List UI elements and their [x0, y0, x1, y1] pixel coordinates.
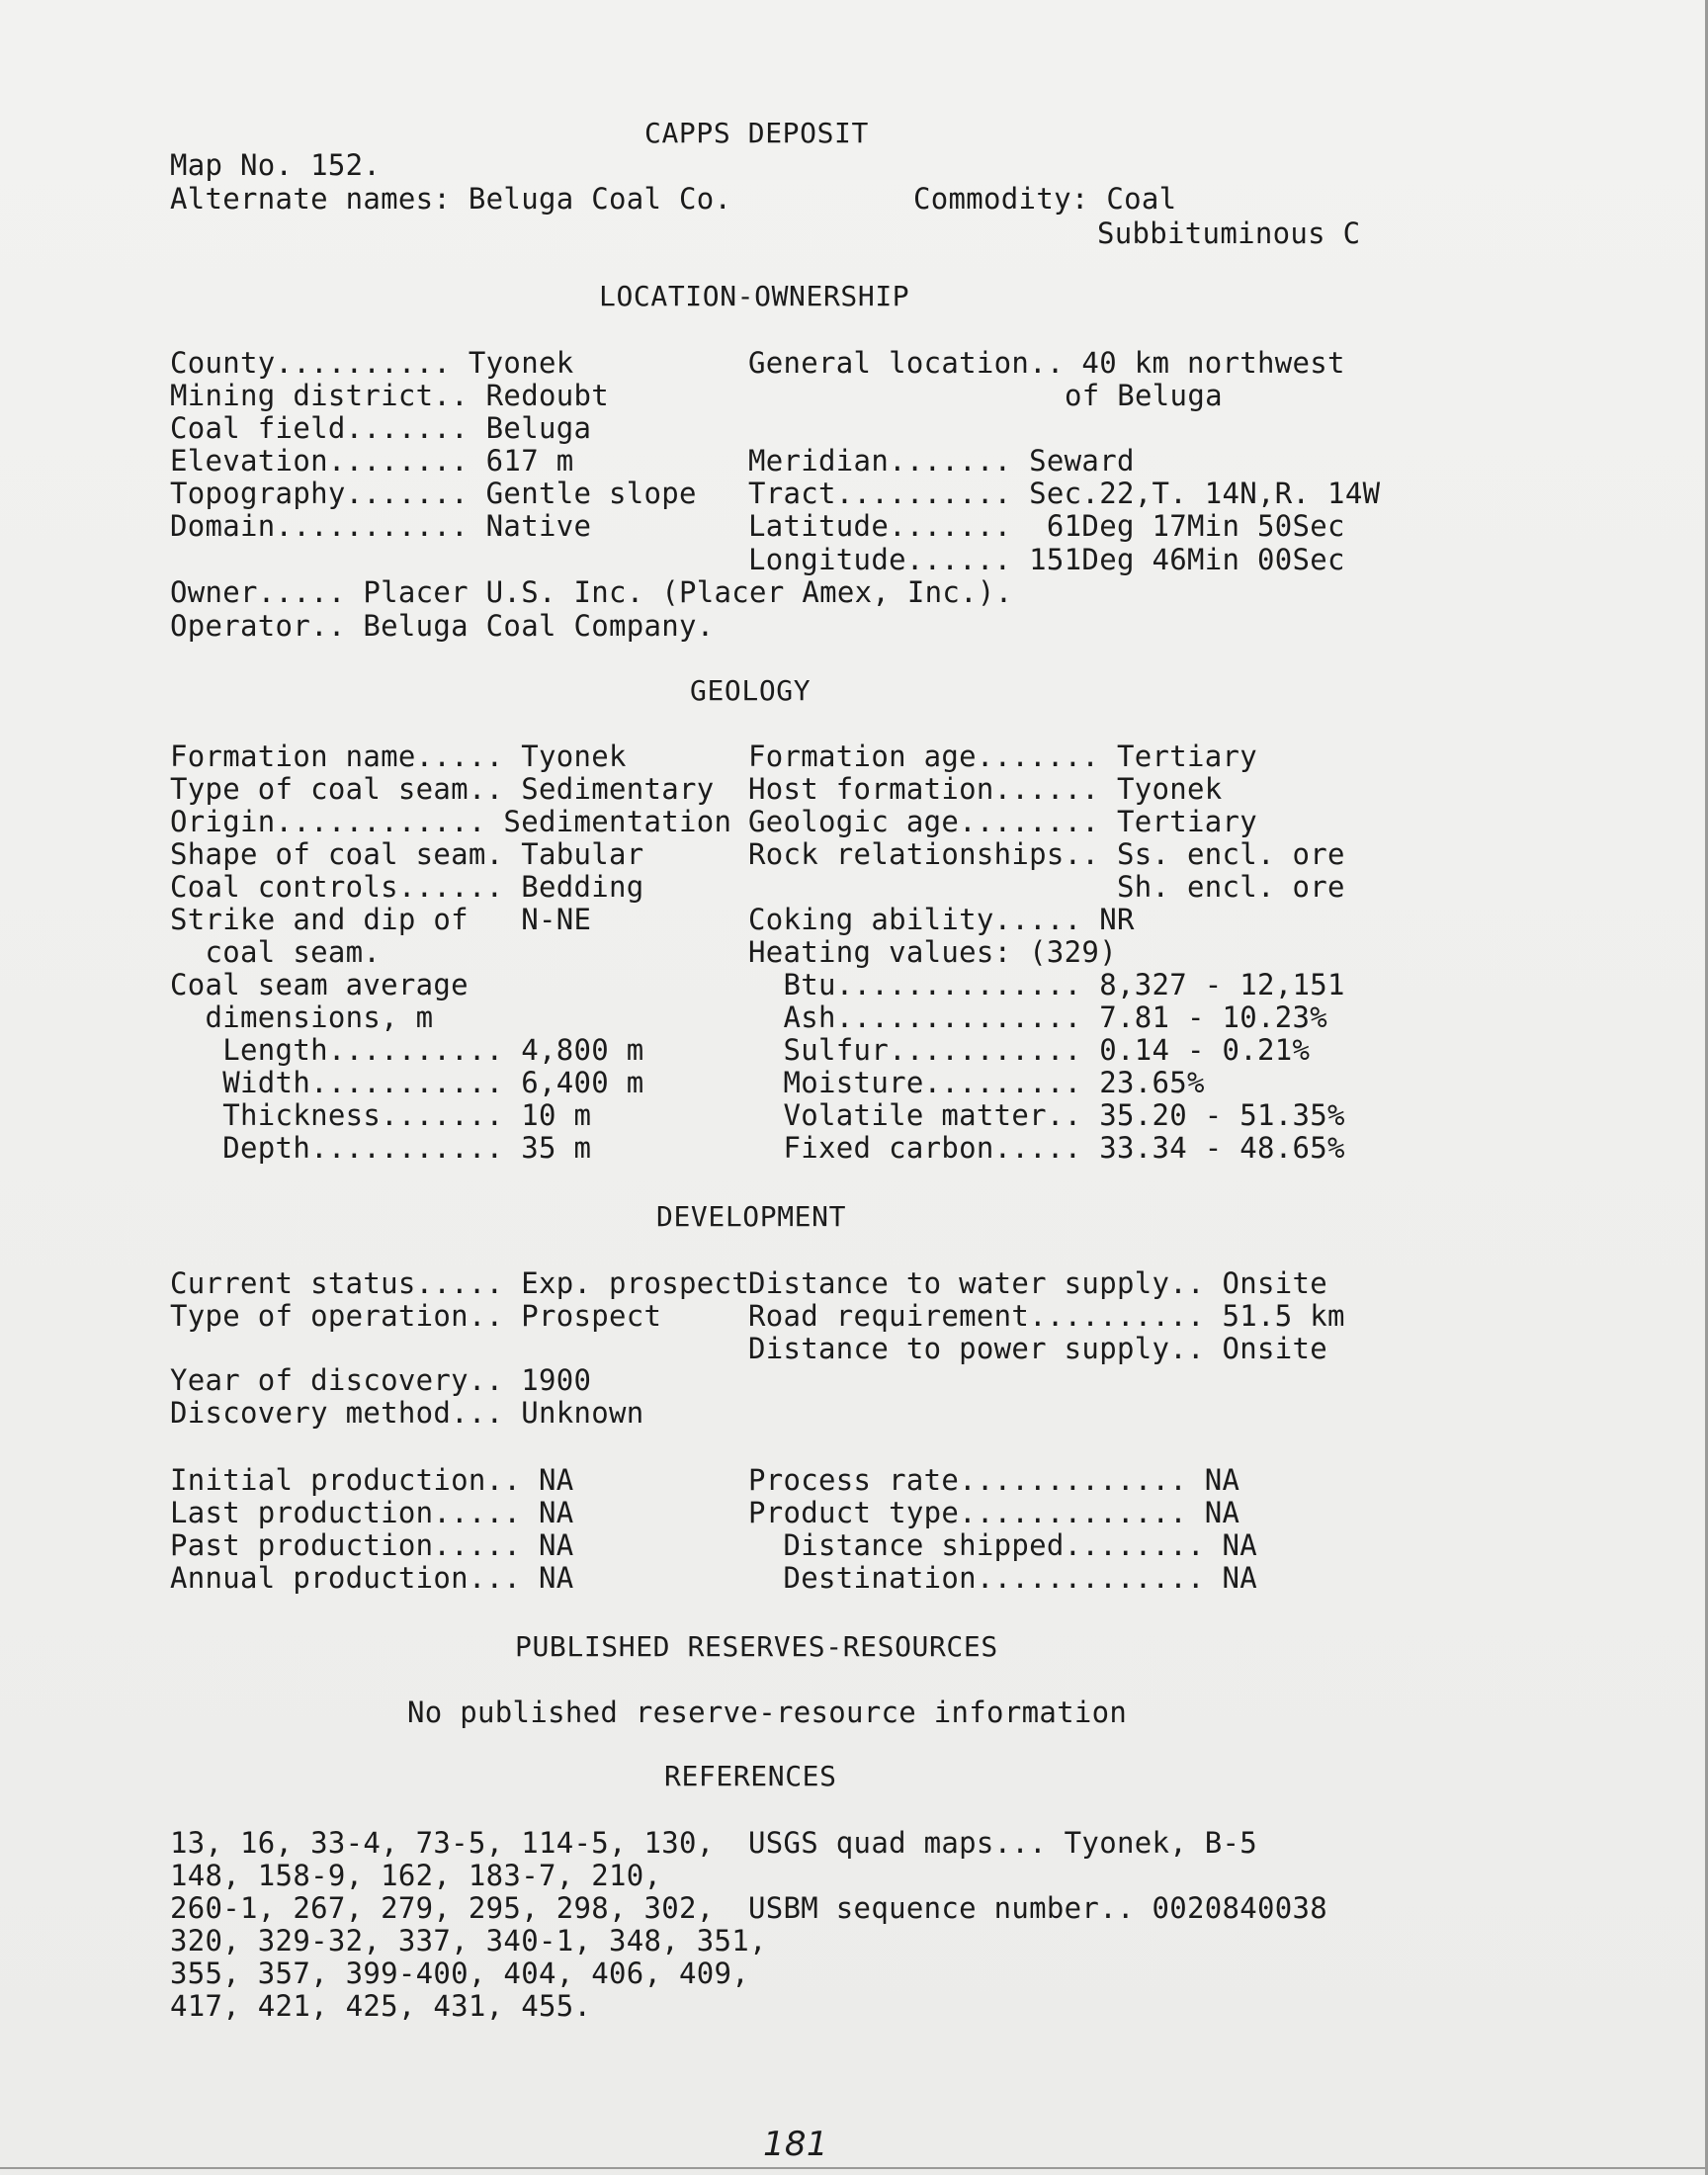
reference-line: 148, 158-9, 162, 183-7, 210, [170, 1859, 662, 1892]
general-location-cont: of Beluga [1065, 379, 1223, 412]
formation-name-row: Formation name..... Tyonek [170, 740, 627, 773]
location-ownership-heading: LOCATION-OWNERSHIP [599, 280, 910, 312]
tract-row: Tract.......... Sec.22,T. 14N,R. 14W [748, 477, 1381, 510]
depth-row: Depth........... 35 m [170, 1131, 592, 1165]
mining-district-row: Mining district.. Redoubt [170, 379, 609, 412]
moisture-row: Moisture......... 23.65% [748, 1066, 1205, 1099]
coking-ability-row: Coking ability..... NR [748, 903, 1135, 936]
last-production-row: Last production..... NA [170, 1496, 574, 1529]
current-status-row: Current status..... Exp. prospect [170, 1266, 750, 1300]
rock-relationships-cont: Sh. encl. ore [748, 870, 1345, 904]
discovery-year-row: Year of discovery.. 1900 [170, 1363, 592, 1397]
formation-age-row: Formation age....... Tertiary [748, 740, 1258, 773]
fixed-carbon-row: Fixed carbon..... 33.34 - 48.65% [748, 1131, 1345, 1165]
operation-type-row: Type of operation.. Prospect [170, 1299, 662, 1333]
seam-shape-row: Shape of coal seam. Tabular [170, 837, 644, 871]
host-formation-row: Host formation...... Tyonek [748, 772, 1223, 806]
process-rate-row: Process rate............. NA [748, 1463, 1240, 1497]
latitude-row: Latitude....... 61Deg 17Min 50Sec [748, 509, 1345, 543]
distance-shipped-row: Distance shipped........ NA [748, 1528, 1258, 1562]
strike-dip-row: Strike and dip of N-NE [170, 903, 592, 936]
reference-line: 320, 329-32, 337, 340-1, 348, 351, [170, 1924, 767, 1958]
meridian-row: Meridian....... Seward [748, 444, 1135, 478]
page-title: CAPPS DEPOSIT [644, 117, 869, 149]
reference-line: 13, 16, 33-4, 73-5, 114-5, 130, [170, 1826, 715, 1860]
usgs-quad-maps: USGS quad maps... Tyonek, B-5 [748, 1826, 1258, 1860]
destination-row: Destination............. NA [748, 1561, 1258, 1595]
road-requirement-row: Road requirement.......... 51.5 km [748, 1299, 1345, 1333]
page-number: 181 [763, 2125, 828, 2164]
btu-row: Btu.............. 8,327 - 12,151 [748, 968, 1345, 1001]
seam-dimensions-cont: dimensions, m [170, 1000, 434, 1034]
owner-row: Owner..... Placer U.S. Inc. (Placer Amex, Inc.). [170, 575, 1013, 609]
elevation-row: Elevation........ 617 m [170, 444, 574, 478]
reference-line: 417, 421, 425, 431, 455. [170, 1989, 592, 2023]
reference-line: 355, 357, 399-400, 404, 406, 409, [170, 1957, 750, 1990]
general-location-row: General location.. 40 km northwest [748, 346, 1345, 380]
topography-row: Topography....... Gentle slope [170, 477, 697, 510]
ash-row: Ash.............. 7.81 - 10.23% [748, 1000, 1328, 1034]
geology-heading: GEOLOGY [690, 674, 811, 707]
usbm-sequence-number: USBM sequence number.. 0020840038 [748, 1891, 1328, 1925]
county-row: County.......... Tyonek [170, 346, 574, 380]
initial-production-row: Initial production.. NA [170, 1463, 574, 1497]
length-row: Length.......... 4,800 m [170, 1033, 644, 1067]
domain-row: Domain........... Native [170, 509, 592, 543]
geologic-age-row: Geologic age........ Tertiary [748, 805, 1258, 838]
annual-production-row: Annual production... NA [170, 1561, 574, 1595]
alternate-names: Alternate names: Beluga Coal Co. [170, 182, 732, 216]
coal-controls-row: Coal controls...... Bedding [170, 870, 644, 904]
volatile-matter-row: Volatile matter.. 35.20 - 51.35% [748, 1098, 1345, 1132]
heating-values-row: Heating values: (329) [748, 935, 1117, 969]
reference-line: 260-1, 267, 279, 295, 298, 302, [170, 1891, 715, 1925]
water-supply-row: Distance to water supply.. Onsite [748, 1266, 1328, 1300]
development-heading: DEVELOPMENT [656, 1200, 847, 1233]
thickness-row: Thickness....... 10 m [170, 1098, 592, 1132]
reserves-heading: PUBLISHED RESERVES-RESOURCES [515, 1630, 998, 1663]
width-row: Width........... 6,400 m [170, 1066, 644, 1099]
product-type-row: Product type............. NA [748, 1496, 1240, 1529]
scan-edge-bottom [0, 2167, 1708, 2169]
coal-field-row: Coal field....... Beluga [170, 411, 592, 445]
sulfur-row: Sulfur........... 0.14 - 0.21% [748, 1033, 1311, 1067]
coal-seam-type-row: Type of coal seam.. Sedimentary [170, 772, 715, 806]
longitude-row: Longitude...... 151Deg 46Min 00Sec [748, 543, 1345, 576]
discovery-method-row: Discovery method... Unknown [170, 1396, 644, 1430]
rock-relationships-row: Rock relationships.. Ss. encl. ore [748, 837, 1345, 871]
strike-dip-cont: coal seam. [170, 935, 382, 969]
references-heading: REFERENCES [664, 1760, 837, 1792]
power-supply-row: Distance to power supply.. Onsite [748, 1332, 1328, 1365]
past-production-row: Past production..... NA [170, 1528, 574, 1562]
commodity: Commodity: Coal [913, 182, 1177, 216]
seam-dimensions-row: Coal seam average [170, 968, 469, 1001]
commodity-rank: Subbituminous C [1097, 217, 1361, 250]
operator-row: Operator.. Beluga Coal Company. [170, 609, 715, 643]
reserves-text: No published reserve-resource information [407, 1696, 1128, 1729]
origin-row: Origin............ Sedimentation [170, 805, 732, 838]
map-number: Map No. 152. [170, 148, 382, 182]
